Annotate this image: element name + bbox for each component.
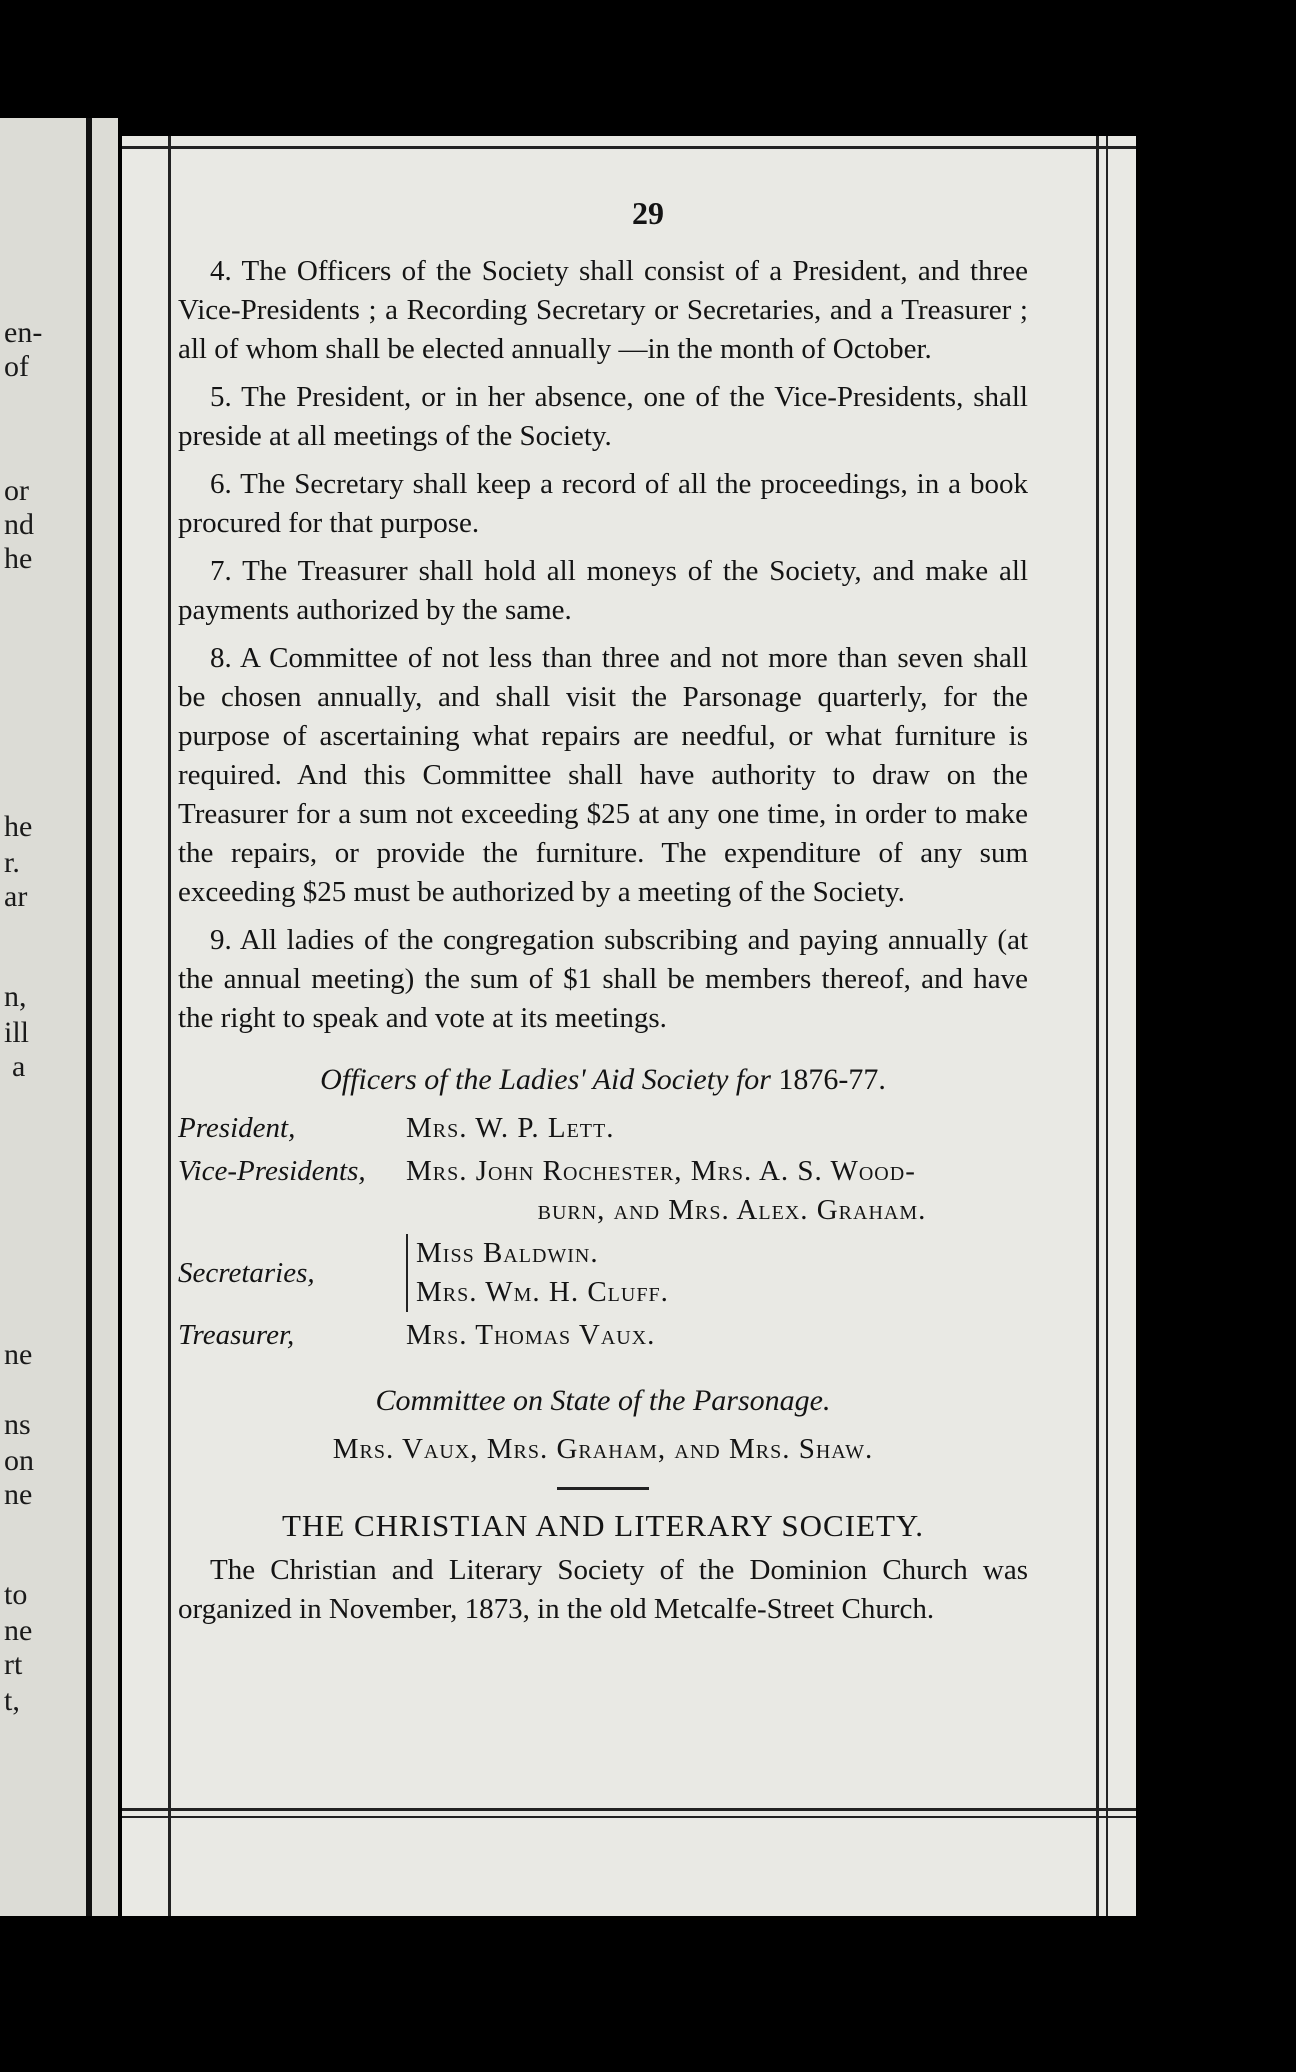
officer-names [406,1152,1028,1230]
left-fragment: t, [4,1684,20,1717]
rule-9: 9. All ladies of the congregation subscribing and paying annually (at the annual meeting) the sum of $1 shall be members thereof, and have the right to speak and vote at its meetings. [178,924,1028,1034]
officer-row-president [178,1109,1028,1148]
left-fragment: ne [4,1478,33,1511]
left-fragment: ar [4,880,28,913]
left-fragment: r. [4,846,20,879]
page-border-right [1096,136,1099,1916]
officer-names [406,1234,1028,1312]
rule-7: 7. The Treasurer shall hold all moneys of the Society, and make all payments authorized by the same. [178,555,1028,626]
page-border-right-inner [1106,136,1108,1916]
left-fragment: ns [4,1408,31,1441]
left-fragment: n, [4,980,27,1013]
officer-name: Mrs. W. P. Lett. [406,1112,615,1144]
rule-4: 4. The Officers of the Society shall consist of a President, and three Vice-Presidents ; a Recording Secretary or Secretaries, and a Treasurer ; all of whom shall be elected annually —in the month of October. [178,255,1028,365]
section-text: The Christian and Literary Society of the Dominion Church was organized in November, 1873, in the old Metcalfe-Street Church. [178,1554,1028,1625]
section-divider [557,1487,649,1490]
officer-name: Mrs. Thomas Vaux. [406,1319,656,1351]
left-fragment: en- [4,316,43,349]
committee-members: Mrs. Vaux, Mrs. Graham, and Mrs. Shaw. [332,1433,874,1465]
left-fragment: ne [4,1338,33,1371]
left-fragment: a [12,1050,26,1083]
page-number: 29 [632,195,664,231]
left-fragment: to [4,1578,28,1611]
section-heading: THE CHRISTIAN AND LITERARY SOCIETY. [281,1508,925,1543]
left-fragment: he [4,542,33,575]
officer-role: Treasurer, [178,1319,295,1351]
officer-name: burn, and Mrs. Alex. Graham. [537,1194,927,1226]
page-border-bottom-inner [122,1816,1136,1818]
left-fragment: on [4,1444,34,1477]
officer-role: Secretaries, [178,1257,315,1289]
rule-8: 8. A Committee of not less than three and not more than seven shall be chosen annually, and shall visit the Parsonage quarterly, for the purpose of ascertaining what repairs are needful, or what furniture is required. And this Committee shall have authority to draw on the Treasurer for a sum not exceeding $25 at any one time, in order to make the repairs, or provide the furniture. The expenditure of any sum exceeding $25 must be authorized by a meeting of the Society. [178,642,1028,908]
page-content [178,252,1028,1629]
page-border-top [122,146,1136,149]
page-border-left [168,136,171,1916]
left-fragment: or [4,474,29,507]
officer-name: Mrs. Wm. H. Cluff. [416,1276,669,1308]
rule-5: 5. The President, or in her absence, one of the Vice-Presidents, shall preside at all meetings of the Society. [178,381,1028,452]
adjacent-page-strip [0,118,118,1916]
officer-role: Vice-Presidents, [178,1155,366,1187]
left-fragment: he [4,810,33,843]
rule-6: 6. The Secretary shall keep a record of all the proceedings, in a book procured for that purpose. [178,468,1028,539]
officer-row-secretaries [178,1234,1028,1312]
left-fragment: ill [4,1016,30,1049]
officers-year: 1876-77. [778,1063,886,1096]
left-fragment: rt [4,1648,23,1681]
gutter-rule [86,118,92,1916]
officers-heading [178,1060,1028,1099]
page-border-bottom [122,1808,1136,1811]
officer-name: Mrs. John Rochester, Mrs. A. S. Wood- [406,1155,916,1187]
officers-heading-text: Officers of the Ladies' Aid Society for [320,1063,771,1096]
officer-role: President, [178,1112,296,1144]
committee-heading: Committee on State of the Parsonage. [375,1384,831,1417]
officer-row-vice-presidents [178,1152,1028,1230]
officer-name: Miss Baldwin. [416,1237,599,1269]
left-fragment: ne [4,1614,33,1647]
officer-row-treasurer [178,1316,1028,1355]
left-fragment: of [4,350,29,383]
left-fragment: nd [4,508,34,541]
